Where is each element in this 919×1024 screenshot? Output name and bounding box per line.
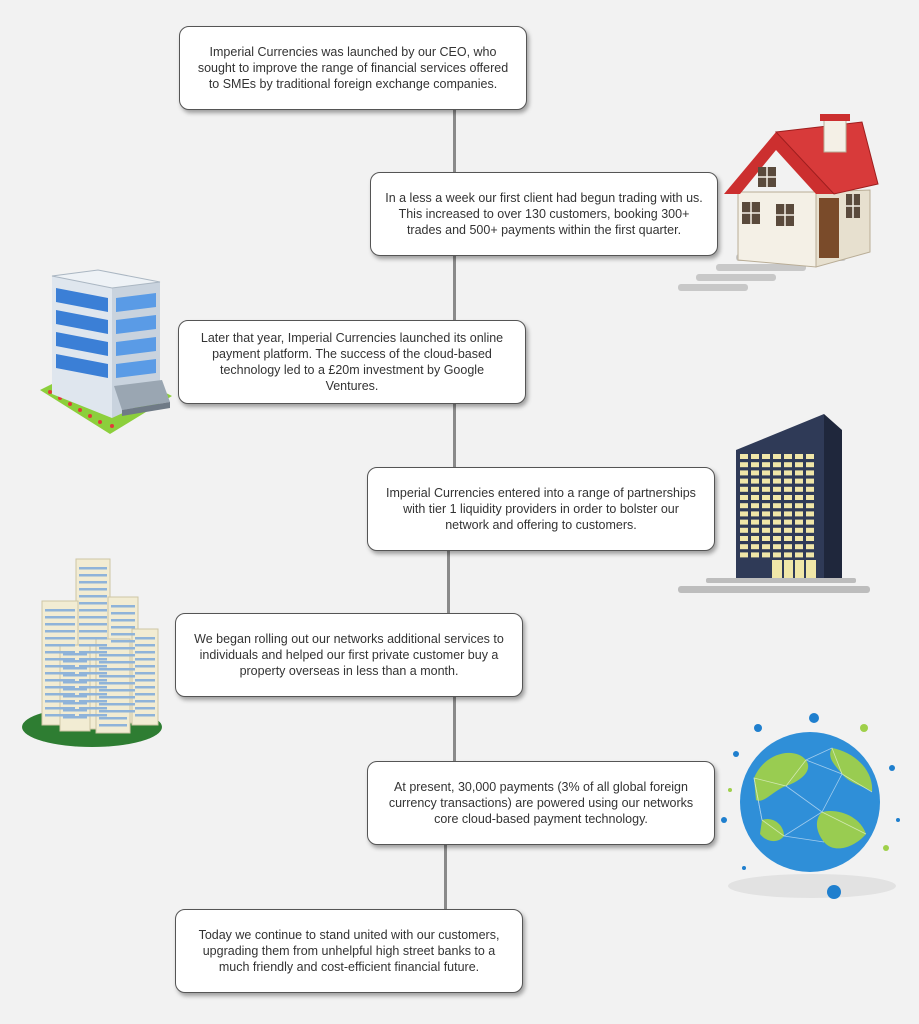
timeline-event-text: Today we continue to stand united with our customers, upgrading them from unhelpful high street banks to a much friendly and cost-efficient financial future. (198, 928, 500, 974)
timeline-event-text: We began rolling out our networks additional services to individuals and helped our first private customer buy a property overseas in less than a month. (194, 632, 504, 678)
timeline-event-4 (367, 467, 715, 551)
timeline-connector (453, 404, 456, 468)
timeline-event-6 (367, 761, 715, 845)
timeline-connector (444, 845, 447, 909)
timeline-event-text: Later that year, Imperial Currencies launched its online payment platform. The success of the cloud-based technology led to a £20m investment by Google Ventures. (200, 331, 504, 393)
timeline-event-text: In a less a week our first client had begun trading with us. This increased to over 130 customers, booking 300+ trades and 500+ payments within the first quarter. (385, 191, 703, 237)
timeline-event-text: Imperial Currencies was launched by our CEO, who sought to improve the range of financial services offered to SMEs by traditional foreign exchange companies. (197, 45, 509, 91)
timeline-connector (453, 256, 456, 320)
city-skyline-icon (20, 553, 166, 749)
timeline-event-text: Imperial Currencies entered into a range of partnerships with tier 1 liquidity providers in order to bolster our network and offering to customers. (386, 486, 696, 532)
network-globe-icon (714, 708, 906, 904)
timeline-connector (453, 110, 456, 172)
house-icon (676, 112, 882, 298)
timeline-event-1 (179, 26, 527, 110)
timeline-event-text: At present, 30,000 payments (3% of all global foreign currency transactions) are powered using our networks core cloud-based payment technology. (388, 780, 694, 826)
timeline-event-7 (175, 909, 523, 993)
timeline-connector (453, 697, 456, 761)
tower-building-icon (676, 410, 872, 598)
timeline-event-3 (178, 320, 526, 404)
timeline-event-5 (175, 613, 523, 697)
office-building-icon (38, 268, 174, 438)
timeline-event-2 (370, 172, 718, 256)
timeline-connector (447, 551, 450, 613)
